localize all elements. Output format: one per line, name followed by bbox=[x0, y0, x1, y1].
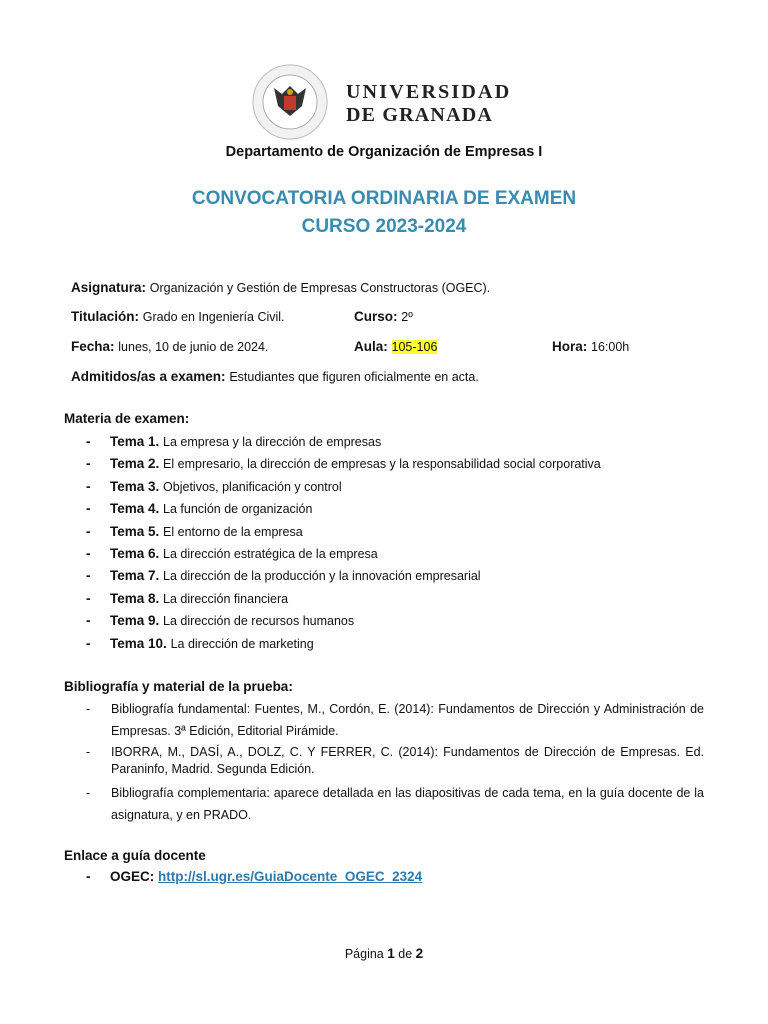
tema-label: Tema 8. bbox=[110, 590, 160, 606]
bibliografia-heading: Bibliografía y material de la prueba: bbox=[64, 679, 293, 694]
titulacion-row bbox=[71, 309, 285, 324]
page-word: Página bbox=[344, 947, 384, 961]
tema-label: Tema 5. bbox=[110, 523, 160, 539]
of-word: de bbox=[398, 947, 413, 961]
university-name-line2: DE GRANADA bbox=[346, 104, 493, 126]
materia-heading: Materia de examen: bbox=[64, 411, 190, 426]
curso-row bbox=[354, 309, 413, 324]
list-item: - Tema 3. Objetivos, planificación y control bbox=[86, 478, 342, 494]
tema-label: Tema 7. bbox=[110, 568, 160, 584]
list-item: - Tema 9. La dirección de recursos humanos bbox=[86, 613, 355, 629]
tema-label: Tema 4. bbox=[110, 501, 160, 517]
fecha-row bbox=[71, 339, 268, 354]
list-item: - Tema 8. La dirección financiera bbox=[86, 590, 289, 606]
tema-text: El entorno de la empresa bbox=[163, 524, 303, 539]
tema-label: Tema 2. bbox=[110, 456, 160, 472]
hora-value: 16:00h bbox=[591, 340, 630, 354]
tema-text: La dirección financiera bbox=[163, 591, 289, 606]
tema-label: Tema 1. bbox=[110, 434, 160, 449]
aula-value: 105-106 bbox=[391, 340, 438, 354]
total-pages: 2 bbox=[415, 946, 424, 961]
university-logo bbox=[240, 62, 530, 142]
list-item: - Tema 6. La dirección estratégica de la empresa bbox=[86, 545, 378, 561]
admitidos-row bbox=[71, 369, 479, 384]
guia-docente-link[interactable]: http://sl.ugr.es/GuiaDocente_OGEC_2324 bbox=[158, 869, 423, 884]
list-item: - Tema 4. La función de organización bbox=[86, 501, 313, 517]
list-item: - Tema 2. El empresario, la dirección de empresas y la responsabilidad social corporativa bbox=[86, 456, 601, 472]
course-title: CURSO 2023-2024 bbox=[301, 216, 467, 237]
bib-text: IBORRA, M., DASÍ, A., DOLZ, C. Y FERRER, C. (2014): Fundamentos de Dirección de Empresas. Ed. Paraninfo, Madrid. Segunda Edición. bbox=[111, 745, 704, 776]
admitidos-value: Estudiantes que figuren oficialmente en acta. bbox=[229, 370, 479, 384]
exam-title: CONVOCATORIA ORDINARIA DE EXAMEN bbox=[191, 188, 577, 209]
list-item: - Bibliografía fundamental: Fuentes, M., Cordón, E. (2014): Fundamentos de Dirección y Administración de Empresas. 3ª Edición, Editorial Pirámide. bbox=[86, 702, 704, 738]
enlace-heading: Enlace a guía docente bbox=[64, 848, 206, 863]
tema-text: La dirección de marketing bbox=[170, 636, 314, 651]
fecha-label: Fecha: bbox=[71, 339, 115, 354]
curso-label: Curso: bbox=[354, 309, 398, 324]
tema-text: La dirección de recursos humanos bbox=[163, 614, 355, 629]
tema-text: Objetivos, planificación y control bbox=[163, 479, 342, 494]
asignatura-label: Asignatura: bbox=[71, 280, 147, 295]
asignatura-value: Organización y Gestión de Empresas Constructoras (OGEC). bbox=[149, 281, 491, 295]
enlace-label: OGEC: bbox=[110, 869, 155, 884]
aula-row bbox=[354, 339, 437, 354]
current-page: 1 bbox=[387, 946, 395, 961]
bib-text: Bibliografía complementaria: aparece detallada en las diapositivas de cada tema, en la guía docente de la asignatura, y en PRADO. bbox=[111, 786, 704, 822]
list-item: - Tema 7. La dirección de la producción y la innovación empresarial bbox=[86, 568, 481, 584]
list-item: - Tema 10. La dirección de marketing bbox=[86, 635, 314, 651]
titulacion-value: Grado en Ingeniería Civil. bbox=[142, 310, 285, 324]
university-name-line1: UNIVERSIDAD bbox=[346, 81, 512, 103]
tema-text: La empresa y la dirección de empresas bbox=[163, 435, 382, 449]
tema-label: Tema 9. bbox=[110, 613, 160, 629]
list-item: - Tema 1. La empresa y la dirección de empresas bbox=[86, 434, 382, 449]
admitidos-label: Admitidos/as a examen: bbox=[71, 369, 226, 384]
list-item: - Bibliografía complementaria: aparece detallada en las diapositivas de cada tema, en la guía docente de la asignatura, y en PRADO. bbox=[86, 786, 704, 822]
enlace-row: - OGEC: http://sl.ugr.es/GuiaDocente_OGEC_2324 bbox=[86, 869, 423, 884]
university-seal-icon bbox=[240, 62, 332, 142]
temas-list bbox=[86, 431, 706, 655]
tema-label: Tema 10. bbox=[110, 635, 167, 651]
tema-label: Tema 3. bbox=[110, 478, 160, 494]
page-footer bbox=[0, 946, 768, 961]
tema-text: La dirección estratégica de la empresa bbox=[163, 546, 378, 561]
list-item: - IBORRA, M., DASÍ, A., DOLZ, C. Y FERRER, C. (2014): Fundamentos de Dirección de Empresas. Ed. Paraninfo, Madrid. Segunda Edición. bbox=[86, 745, 704, 776]
tema-text: La función de organización bbox=[163, 502, 313, 517]
tema-label: Tema 6. bbox=[110, 545, 160, 561]
bib-text: Bibliografía fundamental: Fuentes, M., Cordón, E. (2014): Fundamentos de Dirección y Administración de Empresas. 3ª Edición, Editorial Pirámide. bbox=[111, 702, 704, 738]
hora-row bbox=[552, 339, 629, 354]
department-name: Departamento de Organización de Empresas I bbox=[225, 144, 543, 160]
curso-value: 2º bbox=[401, 310, 413, 324]
aula-label: Aula: bbox=[354, 339, 388, 354]
fecha-value: lunes, 10 de junio de 2024. bbox=[118, 340, 269, 354]
tema-text: La dirección de la producción y la innovación empresarial bbox=[163, 569, 481, 584]
tema-text: El empresario, la dirección de empresas y la responsabilidad social corporativa bbox=[163, 457, 601, 472]
list-item: - Tema 5. El entorno de la empresa bbox=[86, 523, 303, 539]
bibliografia-list bbox=[86, 698, 704, 826]
asignatura-row bbox=[71, 280, 490, 295]
titulacion-label: Titulación: bbox=[71, 309, 140, 324]
hora-label: Hora: bbox=[552, 339, 588, 354]
